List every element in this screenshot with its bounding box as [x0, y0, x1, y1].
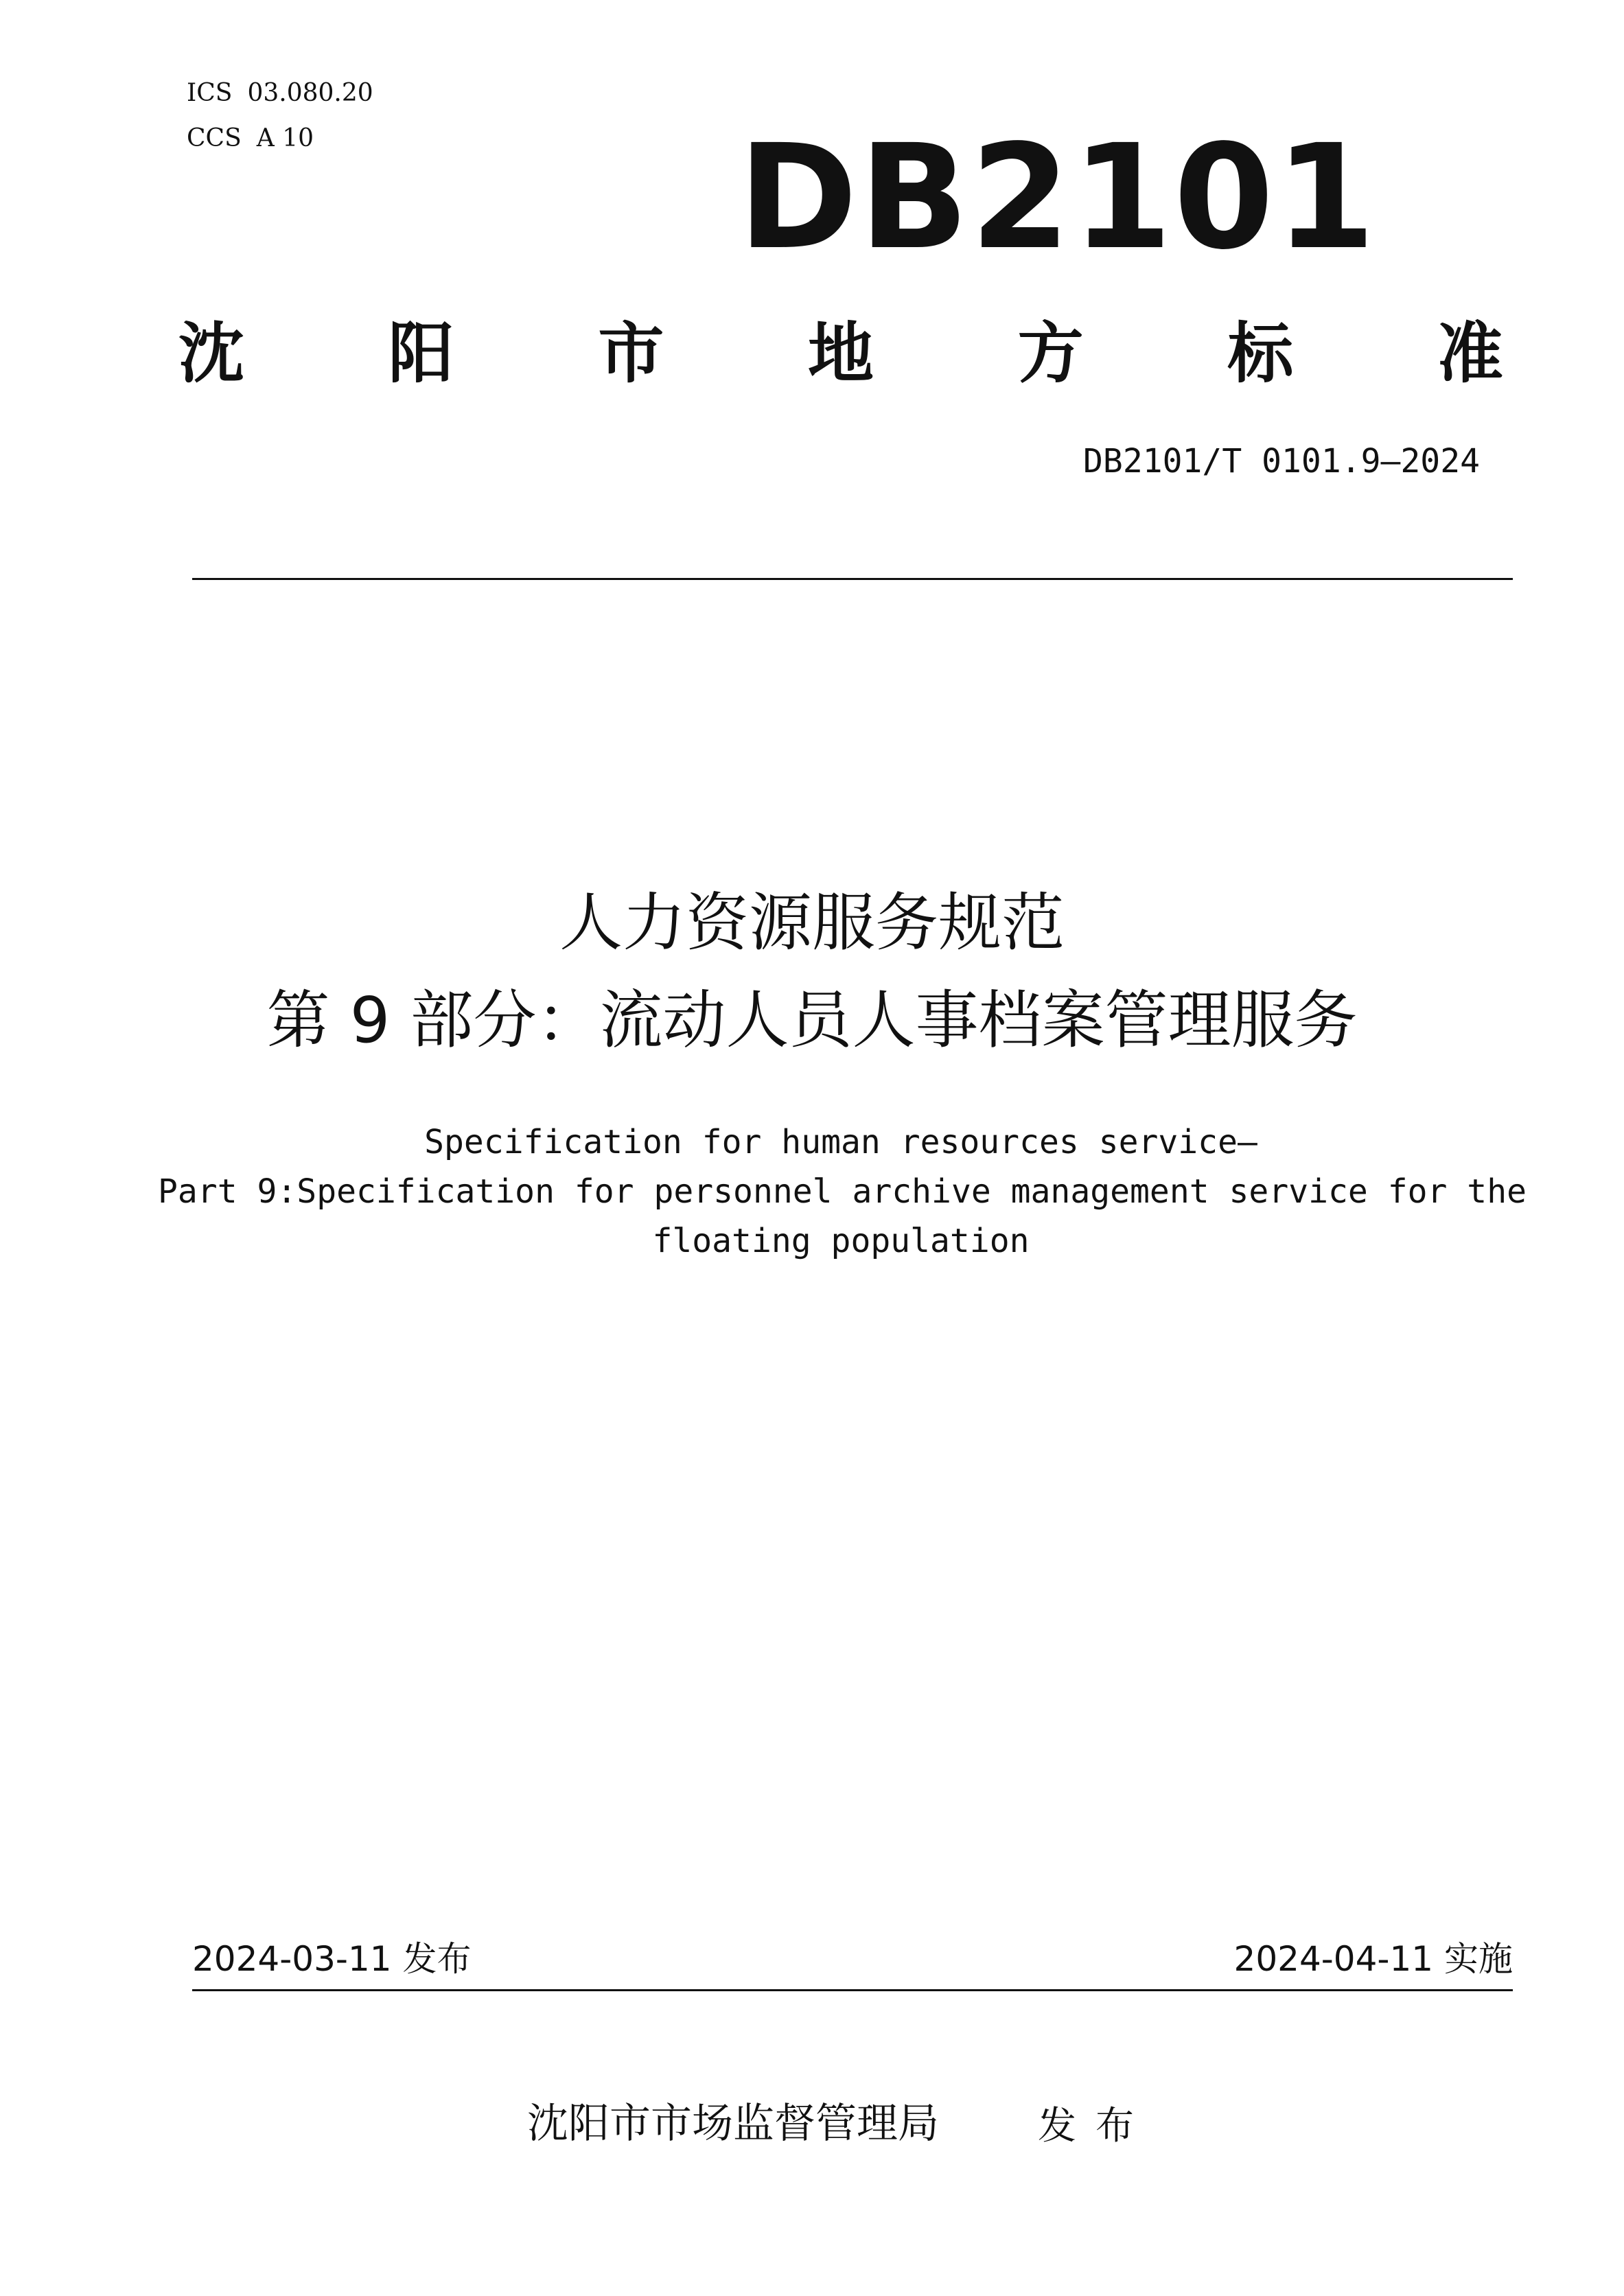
standard-type-char: 地 — [807, 315, 874, 392]
title-chinese-main: 人力资源服务规范 — [559, 886, 1065, 960]
ccs-label: CCS — [187, 124, 242, 152]
title-english-line: Part 9:Specification for personnel archive management service for the — [158, 1172, 1527, 1211]
standard-type-char: 沈 — [178, 315, 244, 392]
ics-value: 03.080.20 — [247, 79, 373, 107]
db-logo: DB2101 — [738, 113, 1377, 281]
implementation-date: 2024-04-11 实施 — [1233, 1939, 1513, 1979]
standard-type-char: 标 — [1227, 315, 1294, 392]
standard-number: DB2101/T 0101.9—2024 — [1083, 442, 1480, 480]
ics-code — [187, 77, 373, 110]
standard-type-char: 方 — [1017, 315, 1084, 392]
top-divider — [192, 578, 1513, 580]
title-english — [158, 1117, 1527, 1266]
issuing-action: 发布 — [1038, 2104, 1153, 2148]
ccs-code — [187, 122, 314, 155]
ics-label: ICS — [187, 79, 233, 107]
title-english-line: floating population — [652, 1222, 1030, 1260]
issuing-authority: 沈阳市市场监督管理局 — [527, 2100, 939, 2148]
bottom-divider — [192, 1989, 1513, 1991]
issue-date: 2024-03-11 发布 — [192, 1939, 472, 1979]
standard-type-char: 阳 — [388, 315, 454, 392]
standard-type-char: 市 — [598, 315, 664, 392]
ccs-value: A 10 — [256, 124, 314, 152]
standard-type-heading — [178, 316, 1503, 391]
title-chinese-part: 第 9 部分：流动人员人事档案管理服务 — [266, 984, 1358, 1057]
title-english-line: Specification for human resources service— — [424, 1123, 1257, 1161]
standard-type-char: 准 — [1437, 315, 1503, 392]
